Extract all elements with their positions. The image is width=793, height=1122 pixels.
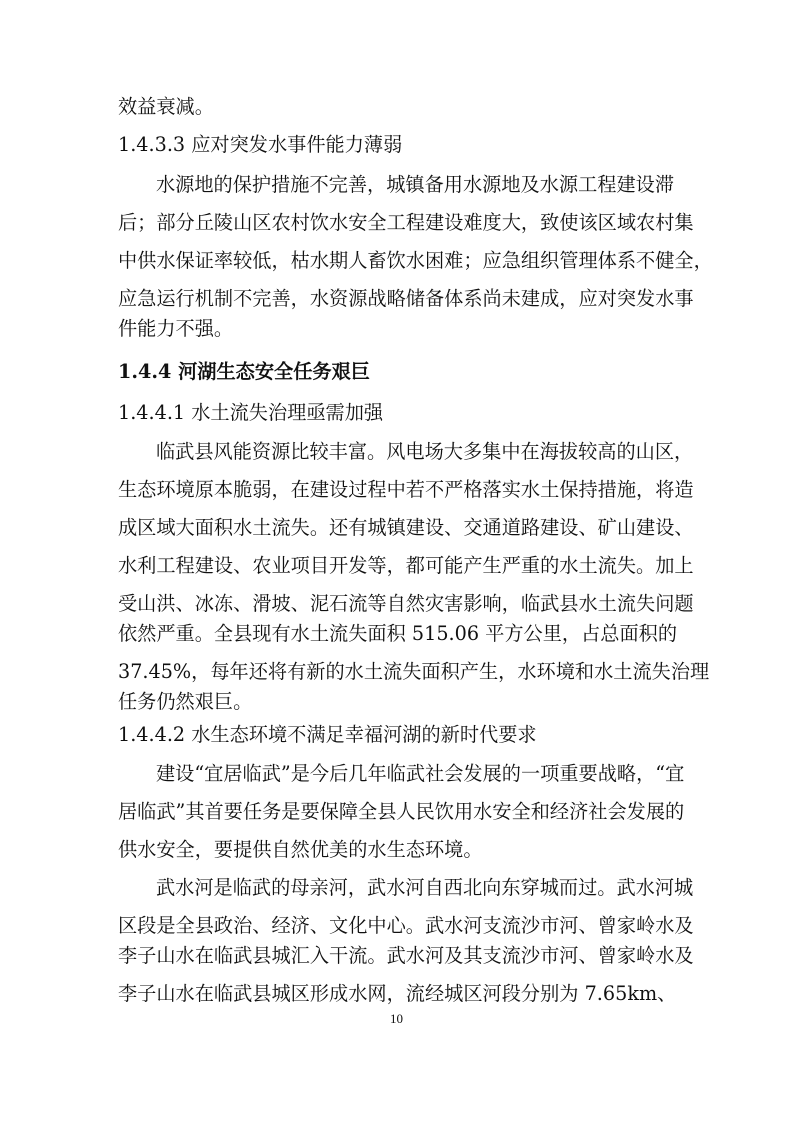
text-line: 任务仍然艰巨。 [118, 690, 253, 713]
section-heading: 1.4.4 河湖生态安全任务艰巨 [118, 360, 370, 383]
text-line: 成区域大面积水土流失。还有城镇建设、交通道路建设、矿山建设、 [118, 516, 694, 539]
text-line: 李子山水在临武县城区形成水网，流经城区河段分别为 7.65km、 [118, 982, 677, 1005]
subsection-heading: 1.4.4.2 水生态环境不满足幸福河湖的新时代要求 [118, 723, 537, 746]
paragraph-first-line: 建设“宜居临武”是今后几年临武社会发展的一项重要战略，“宜 [156, 762, 685, 785]
subsection-heading: 1.4.3.3 应对突发水事件能力薄弱 [118, 133, 403, 156]
text-line: 区段是全县政治、经济、文化中心。武水河支流沙市河、曾家岭水及 [118, 914, 694, 937]
text-line: 供水安全，要提供自然优美的水生态环境。 [118, 838, 483, 861]
text-line: 依然严重。全县现有水土流失面积 515.06 平方公里，占总面积的 [118, 622, 678, 645]
text-line: 中供水保证率较低，枯水期人畜饮水困难；应急组织管理体系不健全， [118, 249, 713, 272]
subsection-heading: 1.4.4.1 水土流失治理亟需加强 [118, 401, 384, 424]
text-line: 水利工程建设、农业项目开发等，都可能产生严重的水土流失。加上 [118, 554, 694, 577]
text-line: 李子山水在临武县城汇入干流。武水河及其支流沙市河、曾家岭水及 [118, 944, 694, 967]
text-line: 应急运行机制不完善，水资源战略储备体系尚未建成，应对突发水事 [118, 287, 694, 310]
text-line: 生态环境原本脆弱，在建设过程中若不严格落实水土保持措施，将造 [118, 478, 694, 501]
text-line: 37.45%，每年还将有新的水土流失面积产生，水环境和水土流失治理 [118, 660, 710, 683]
text-line: 后；部分丘陵山区农村饮水安全工程建设难度大，致使该区域农村集 [118, 211, 694, 234]
text-line: 件能力不强。 [118, 317, 234, 340]
text-line: 效益衰减。 [118, 95, 214, 118]
text-line: 居临武”其首要任务是要保障全县人民饮用水安全和经济社会发展的 [118, 800, 685, 823]
paragraph-first-line: 武水河是临武的母亲河，武水河自西北向东穿城而过。武水河城 [156, 876, 694, 899]
paragraph-first-line: 水源地的保护措施不完善，城镇备用水源地及水源工程建设滞 [156, 173, 675, 196]
paragraph-first-line: 临武县风能资源比较丰富。风电场大多集中在海拔较高的山区， [156, 440, 694, 463]
text-line: 受山洪、冰冻、滑坡、泥石流等自然灾害影响，临武县水土流失问题 [118, 592, 694, 615]
page-number: 10 [390, 1011, 403, 1026]
